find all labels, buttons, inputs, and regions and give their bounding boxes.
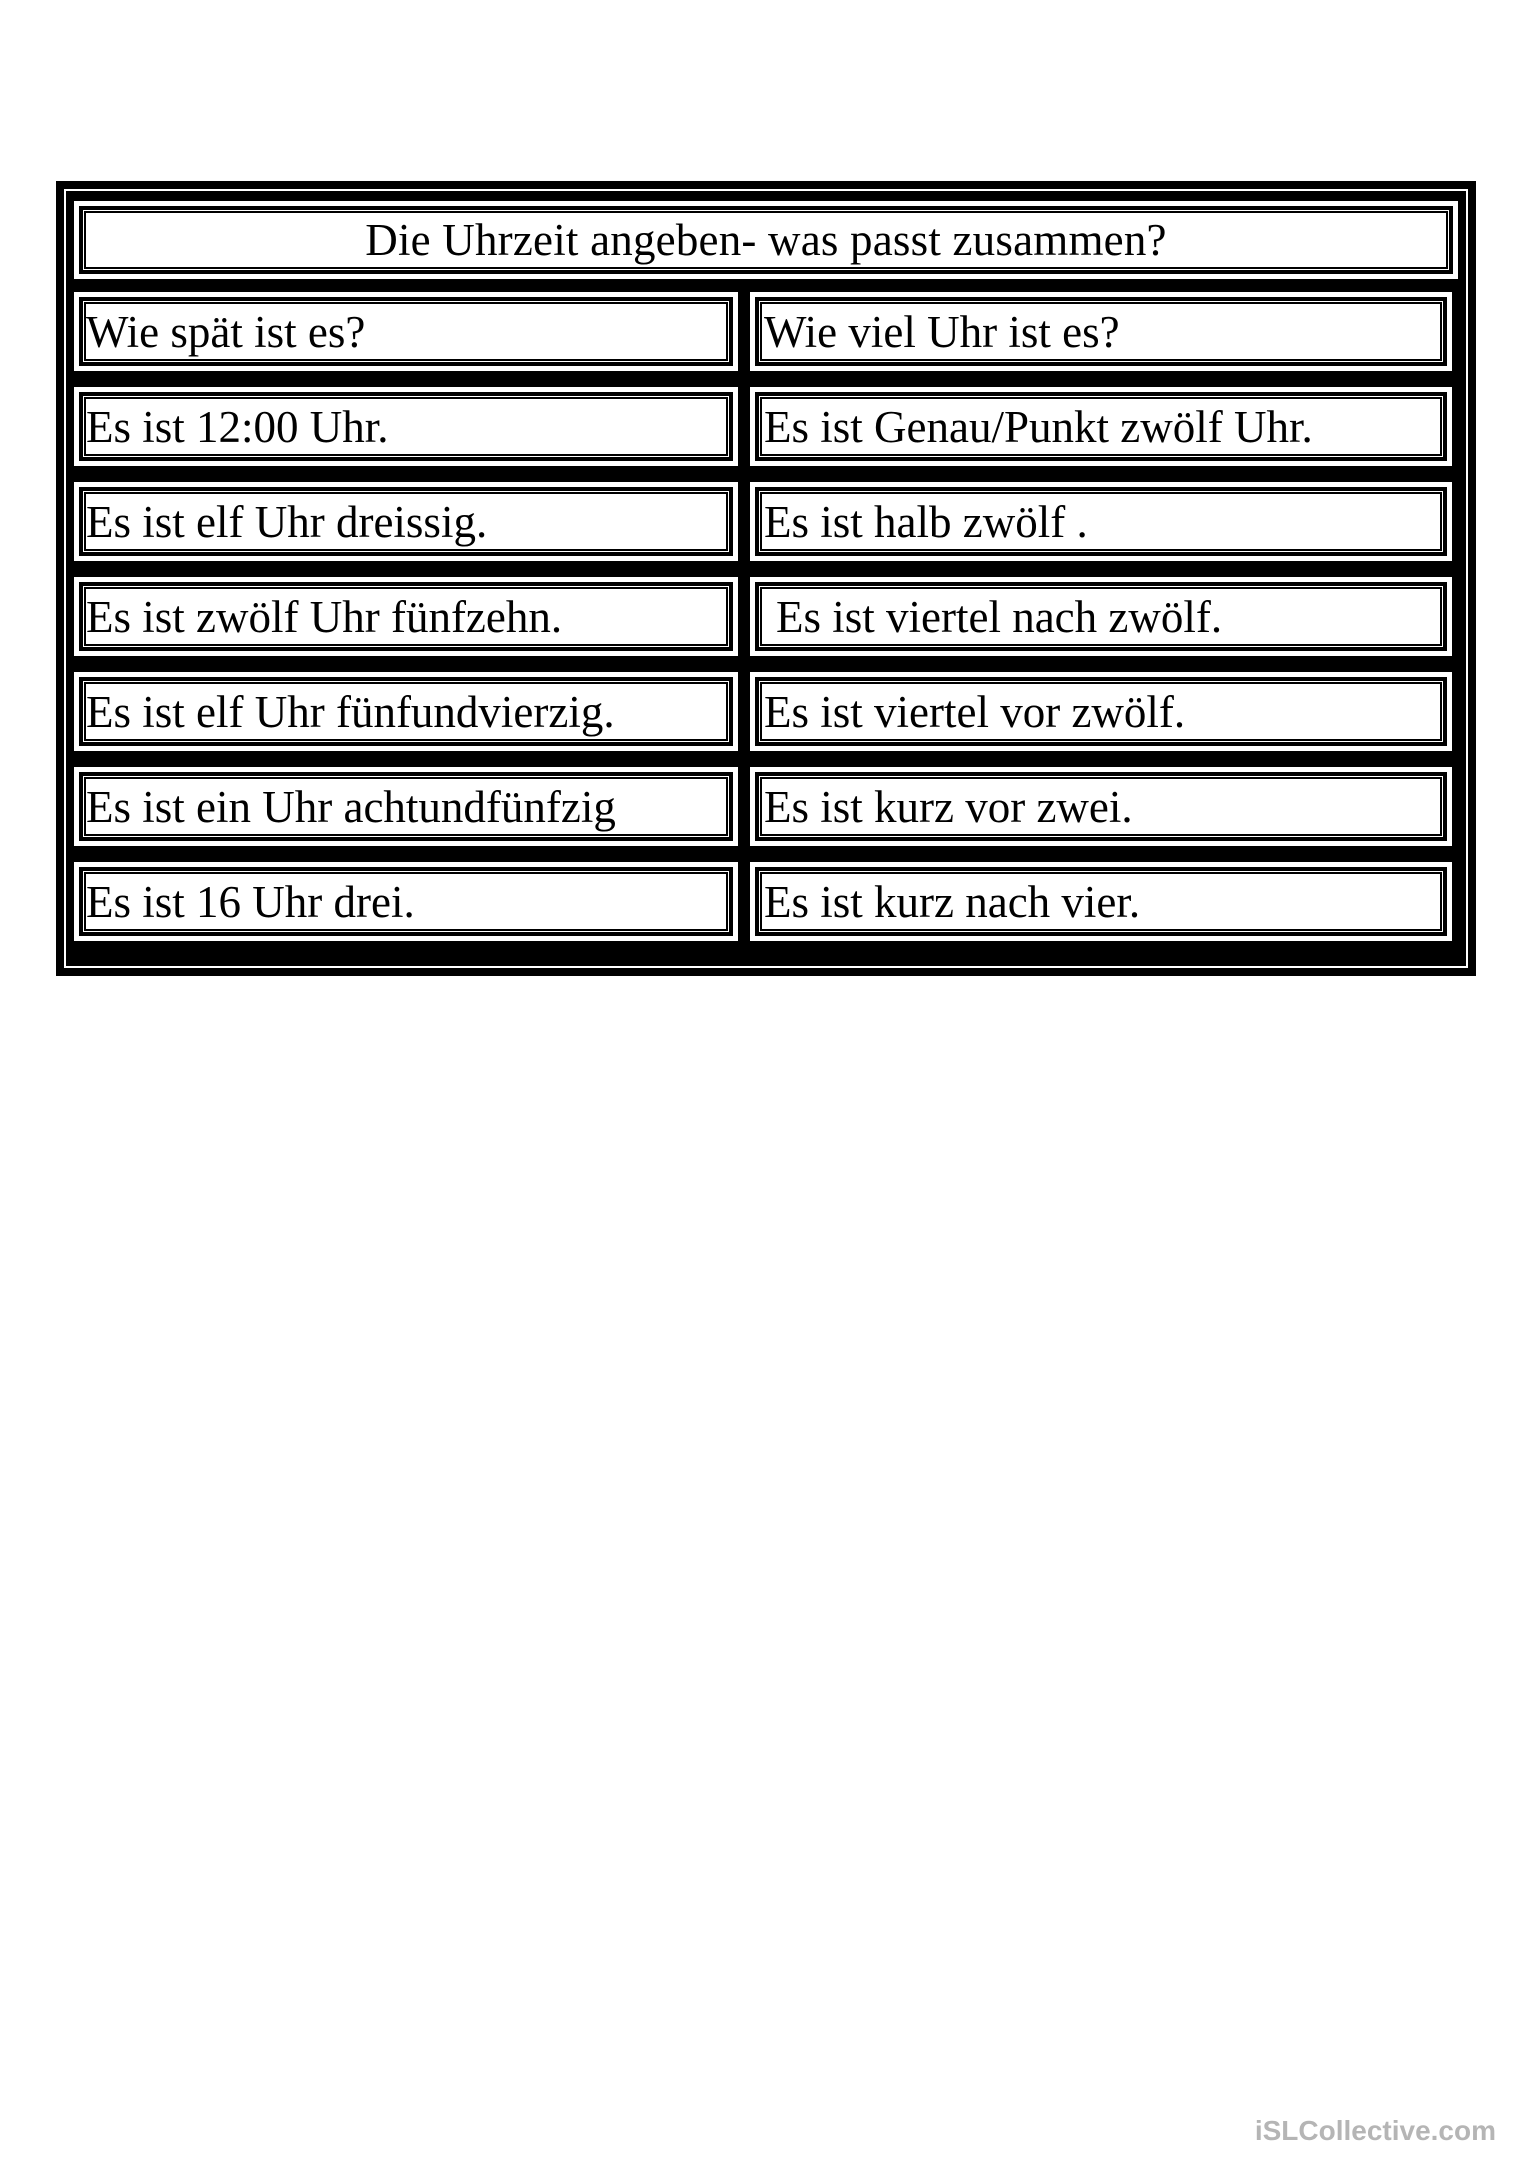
left-card <box>74 767 738 846</box>
table-rows <box>74 292 1458 941</box>
card-text: Wie viel Uhr ist es? <box>764 307 1120 357</box>
right-card <box>750 767 1452 846</box>
matching-table <box>56 181 1476 976</box>
left-card <box>74 482 738 561</box>
card-text: Es ist kurz nach vier. <box>764 877 1141 927</box>
card-text: Es ist viertel vor zwölf. <box>764 687 1186 737</box>
card-text: Es ist 16 Uhr drei. <box>86 877 415 927</box>
card-text: Es ist elf Uhr fünfundvierzig. <box>86 687 615 737</box>
watermark: iSLCollective.com <box>1254 2115 1496 2146</box>
left-card <box>74 387 738 466</box>
table-title-cell <box>74 201 1458 279</box>
card-text: Es ist elf Uhr dreissig. <box>86 497 488 547</box>
table-row <box>74 577 1458 656</box>
table-row <box>74 767 1458 846</box>
table-row <box>74 482 1458 561</box>
right-card <box>750 672 1452 751</box>
left-card <box>74 862 738 941</box>
table-row <box>74 862 1458 941</box>
card-text: Es ist ein Uhr achtundfünfzig <box>86 782 616 832</box>
card-text: Es ist viertel nach zwölf. <box>776 592 1223 642</box>
right-card <box>750 292 1452 371</box>
card-text: Es ist Genau/Punkt zwölf Uhr. <box>764 402 1313 452</box>
table-row <box>74 292 1458 371</box>
right-card <box>750 482 1452 561</box>
card-text: Es ist 12:00 Uhr. <box>86 402 389 452</box>
right-card <box>750 577 1452 656</box>
table-row <box>74 672 1458 751</box>
card-text: Wie spät ist es? <box>86 307 366 357</box>
card-text: Es ist kurz vor zwei. <box>764 782 1133 832</box>
right-card <box>750 862 1452 941</box>
card-text: Es ist halb zwölf . <box>764 497 1088 547</box>
table-row <box>74 387 1458 466</box>
table-title: Die Uhrzeit angeben- was passt zusammen? <box>365 214 1167 265</box>
left-card <box>74 292 738 371</box>
left-card <box>74 672 738 751</box>
card-text: Es ist zwölf Uhr fünfzehn. <box>86 592 563 642</box>
left-card <box>74 577 738 656</box>
right-card <box>750 387 1452 466</box>
